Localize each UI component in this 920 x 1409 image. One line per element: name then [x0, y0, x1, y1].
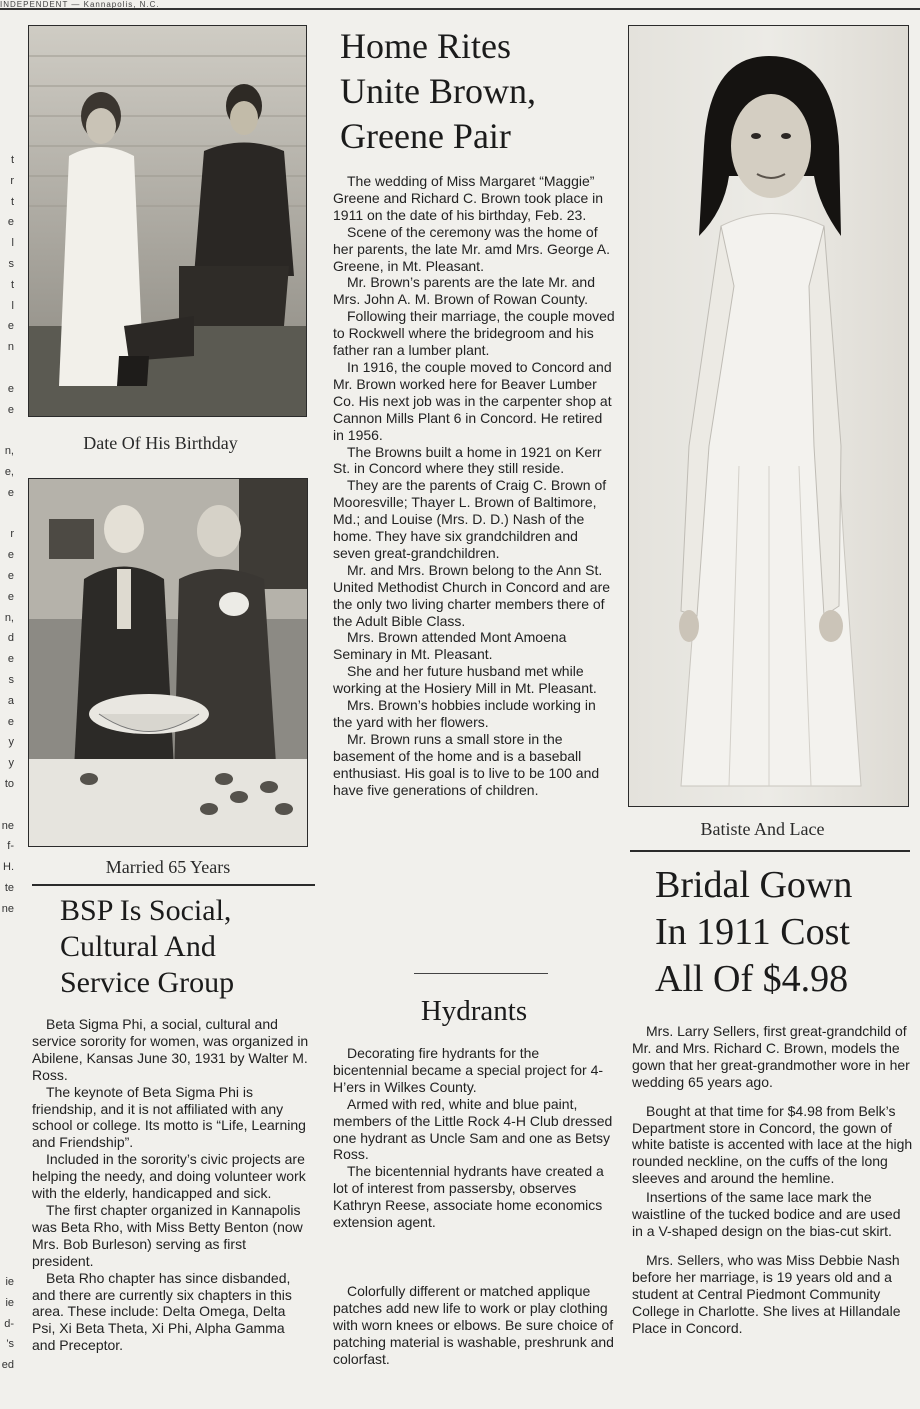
cutoff-letter: e	[7, 486, 14, 499]
cutoff-letter	[0, 504, 14, 525]
cutoff-letter: n	[7, 341, 14, 354]
hydrants-headline: Hydrants	[420, 995, 528, 1027]
headline-line: Home Rites	[340, 26, 511, 66]
hydrants-article-body	[333, 1045, 615, 1231]
photo-caption: Married 65 Years	[105, 857, 231, 877]
headline-line: All Of $4.98	[655, 958, 849, 1000]
headline-line: Greene Pair	[340, 116, 511, 156]
article-paragraph: She and her future husband met while working at the Hosiery Mill in Mt. Pleasant.	[333, 663, 597, 697]
section-rule	[630, 850, 910, 852]
cutoff-letter: e	[7, 590, 14, 603]
article-paragraph: Scene of the ceremony was the home of her parents, the late Mr. amd Mrs. George A. Greene, in Mt. Pleasant.	[333, 223, 611, 274]
article-paragraph: Following their marriage, the couple moved to Rockwell where the bridegroom and his father ran a lumber plant.	[333, 308, 615, 359]
cutoff-letter: n,	[4, 611, 14, 624]
cutoff-letter: e	[7, 403, 14, 416]
cutoff-letter: d-	[4, 1317, 14, 1330]
cutoff-column-left-bottom	[0, 1272, 14, 1376]
gown-headline	[655, 862, 910, 1003]
cutoff-letter	[0, 795, 14, 816]
section-rule	[32, 884, 315, 886]
cutoff-letter: ne	[1, 902, 14, 915]
cutoff-letter: y	[8, 757, 14, 770]
cutoff-letter: s	[8, 257, 14, 270]
cutoff-letter: ie	[5, 1296, 14, 1309]
cutoff-letter: t	[10, 195, 14, 208]
cutoff-letter: e	[7, 653, 14, 666]
cutoff-letter: ’s	[6, 1338, 14, 1351]
cutoff-letter: t	[10, 278, 14, 291]
cutoff-letter: n,	[4, 445, 14, 458]
headline-line: Bridal Gown	[655, 864, 853, 906]
photo-caption: Batiste And Lace	[700, 819, 825, 839]
bsp-article-body	[32, 1016, 311, 1354]
headline-line: Unite Brown,	[340, 71, 536, 111]
article-paragraph: Mrs. Brown’s hobbies include working in the yard with her flowers.	[333, 697, 596, 730]
cutoff-column-left	[0, 150, 14, 919]
cutoff-letter: e	[7, 320, 14, 333]
article-paragraph: Mrs. Brown attended Mont Amoena Seminary in Mt. Pleasant.	[333, 629, 567, 663]
bride-image	[629, 26, 908, 806]
article-paragraph: Included in the sorority’s civic projects are helping the needy, and doing volunteer work with the elderly, handicapped and sick.	[32, 1151, 306, 1202]
cutoff-letter: a	[7, 694, 14, 707]
article-paragraph: The bicentennial hydrants have created a lot of interest from passersby, observes Kathryn Reese, associate home economics extension agent.	[333, 1163, 604, 1231]
cutoff-letter: e	[7, 549, 14, 562]
couple-65-image	[29, 479, 307, 846]
cutoff-letter	[0, 420, 14, 441]
article-paragraph: In 1916, the couple moved to Concord and Mr. Brown worked here for Beaver Lumber Co. His next job was in the carpenter shop at Cannon Mills Plant 6 in Concord. He retired in 1956.	[333, 358, 612, 443]
cutoff-letter: l	[11, 237, 14, 250]
cutoff-letter: e	[7, 715, 14, 728]
article-paragraph: Colorfully different or matched applique patches add new life to work or play clothing with worn knees or elbows. Be sure choice of patching material is washable, preshrunk and colorfast.	[333, 1283, 614, 1367]
cutoff-letter: te	[4, 881, 14, 894]
article-paragraph: Mr. and Mrs. Brown belong to the Ann St. United Methodist Church in Concord and are the only two living charter members there of the Adult Bible Class.	[333, 561, 611, 629]
cutoff-letter: s	[8, 673, 14, 686]
article-paragraph: The wedding of Miss Margaret “Maggie” Greene and Richard C. Brown took place in 1911 on the date of his birthday, Feb. 23.	[333, 173, 604, 223]
cutoff-letter: e,	[4, 465, 14, 478]
cutoff-letter: H.	[3, 861, 14, 874]
article-paragraph: The keynote of Beta Sigma Phi is friendship, and it is not affiliated with any school or college. Its motto is “Life, Learning and Friendship”.	[32, 1083, 306, 1151]
photo-couple-1911	[28, 25, 307, 417]
article-paragraph: Mrs. Sellers, who was Miss Debbie Nash before her marriage, is 19 years old and a student at Central Piedmont Community College in Charlotte. She lives at Hillandale Place in Concord.	[632, 1251, 901, 1336]
headline-line: In 1911 Cost	[655, 911, 850, 953]
article-paragraph: Beta Rho chapter has since disbanded, and there are currently six chapters in this area. These include: Delta Omega, Delta Psi, Xi Beta Theta, Xi Phi, Alpha Gamma and Preceptor.	[32, 1269, 292, 1354]
article-paragraph: Bought at that time for $4.98 from Belk’s Department store in Concord, the gown of white batiste is accented with lace at the high rounded neckline, on the cuffs of the long sleeves and around the hemline.	[632, 1102, 913, 1187]
article-paragraph: Mr. Brown’s parents are the late Mr. and Mrs. John A. M. Brown of Rowan County.	[333, 274, 595, 308]
cutoff-letter: ed	[1, 1359, 14, 1372]
photo-bride	[628, 25, 909, 807]
cutoff-letter	[0, 358, 14, 379]
article-paragraph: The Browns built a home in 1921 on Kerr St. in Concord where they still reside.	[333, 443, 602, 477]
article-paragraph: Mrs. Larry Sellers, first great-grandchild of Mr. and Mrs. Richard C. Brown, models the gown that her great-grandmother wore in her wedding 65 years ago.	[632, 1023, 910, 1090]
cutoff-letter: d	[7, 632, 14, 645]
article-divider	[414, 973, 548, 974]
page-header-text: INDEPENDENT — Kannapolis, N.C.	[0, 0, 160, 9]
cutoff-letter: f-	[7, 840, 14, 853]
cutoff-letter: l	[11, 299, 14, 312]
article-paragraph: They are the parents of Craig C. Brown of Mooresville; Thayer L. Brown of Baltimore, Md.; and Louise (Mrs. D. D.) Nash of the home. They have six grandchildren and seven great-grandchildren.	[333, 477, 607, 561]
photo-couple-65-years	[28, 478, 308, 847]
article-paragraph: Decorating fire hydrants for the bicentennial became a special project for 4-H’ers in Wilkes County.	[333, 1045, 604, 1095]
article-paragraph: Armed with red, white and blue paint, members of the Little Rock 4-H Club dressed one hydrant as Uncle Sam and one as Betsy Ross.	[333, 1095, 613, 1163]
page-header-strip	[0, 0, 920, 10]
patches-article-body	[333, 1283, 615, 1368]
cutoff-letter: t	[10, 154, 14, 166]
cutoff-letter: r	[10, 528, 14, 541]
cutoff-letter: e	[7, 569, 14, 582]
headline-line: Service Group	[60, 966, 235, 999]
photo-caption: Date Of His Birthday	[83, 433, 238, 453]
gown-article-body	[632, 1023, 914, 1336]
cutoff-letter: r	[10, 174, 14, 187]
article-paragraph: Beta Sigma Phi, a social, cultural and service sorority for women, was organized in Abilene, Kansas June 30, 1931 by Walter M. Ross.	[32, 1016, 309, 1083]
bsp-headline	[60, 893, 315, 1001]
headline-line: BSP Is Social,	[60, 894, 232, 927]
couple-1911-image	[29, 26, 306, 416]
cutoff-letter: e	[7, 216, 14, 229]
article-paragraph: Insertions of the same lace mark the waistline of the tucked bodice and are used in a V-shaped design on the bias-cut skirt.	[632, 1189, 901, 1239]
cutoff-letter: to	[4, 777, 14, 790]
main-headline	[340, 24, 620, 159]
cutoff-letter: ne	[1, 819, 14, 832]
article-paragraph: Mr. Brown runs a small store in the basement of the home and is a baseball enthusiast. His goal is to live to be 100 and have five generations of children.	[333, 730, 600, 798]
cutoff-letter: ie	[5, 1276, 14, 1288]
cutoff-letter: e	[7, 382, 14, 395]
article-paragraph: The first chapter organized in Kannapolis was Beta Rho, with Miss Betty Benton (now Mrs. Bob Burleson) serving as first president.	[32, 1201, 303, 1269]
cutoff-letter: y	[8, 736, 14, 749]
headline-line: Cultural And	[60, 930, 216, 963]
main-article-body	[333, 173, 615, 799]
